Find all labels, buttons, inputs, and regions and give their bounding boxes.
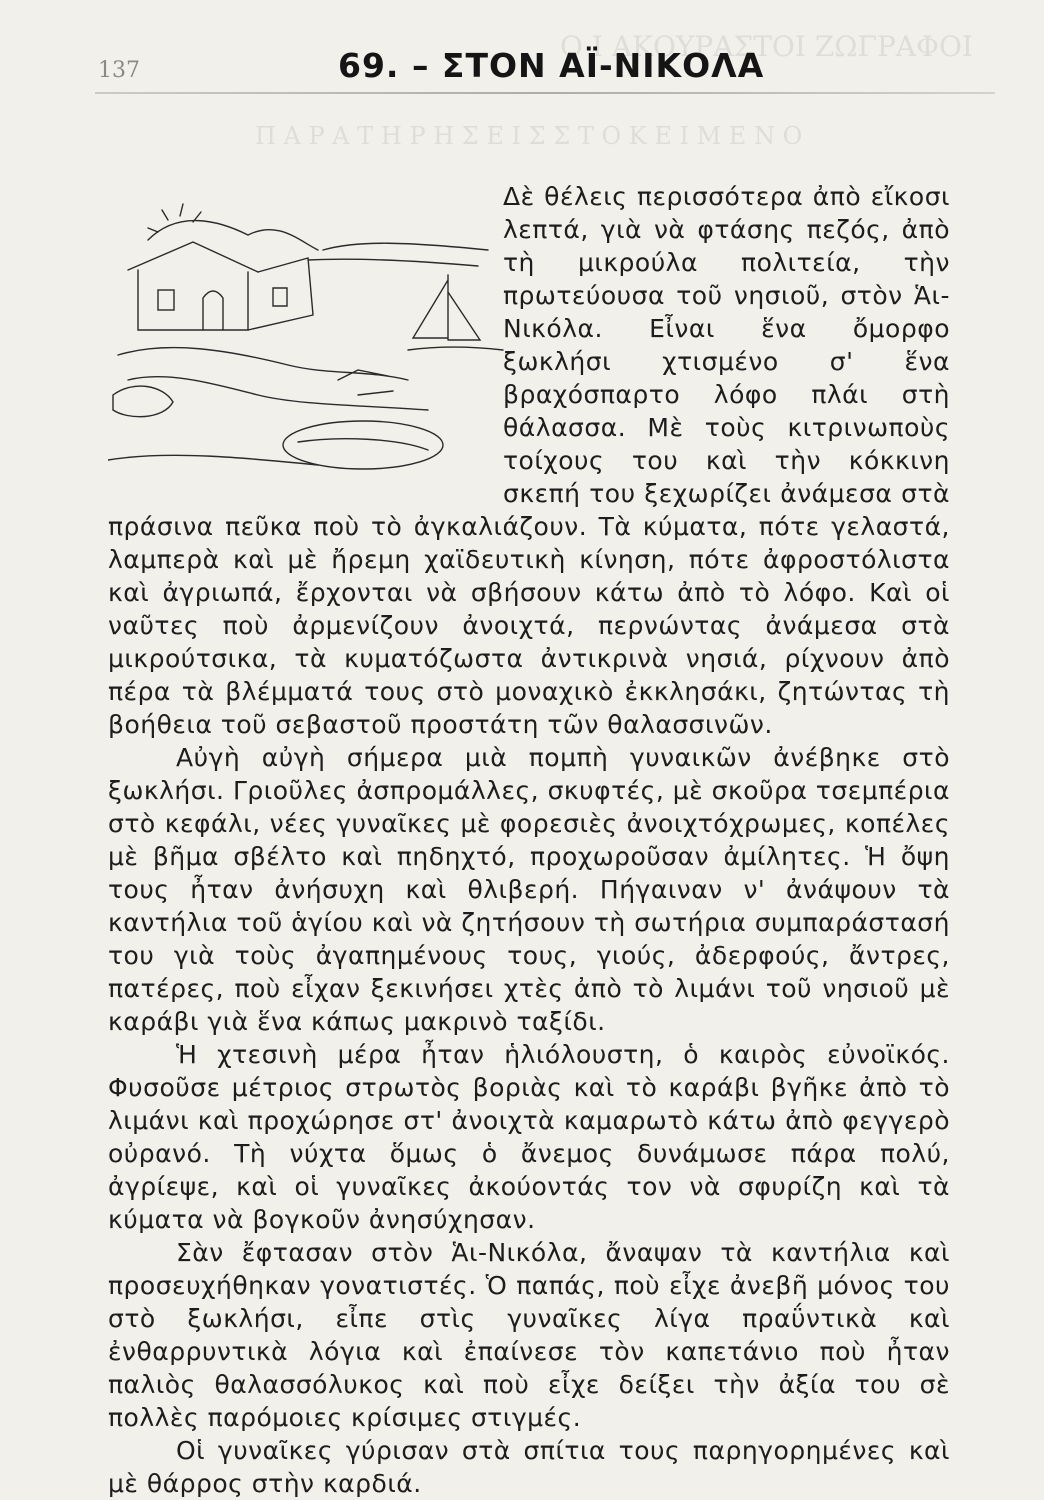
header-rule <box>95 92 995 94</box>
paragraph-2: Αὐγὴ αὐγὴ σήμερα μιὰ πομπὴ γυναικῶν ἀνέβηκε στὸ ξωκλήσι. Γριοῦλες ἀσπρομάλλες, σκυφτές, μὲ σκοῦρα τσεμπέρια στὸ κεφάλι, νέες γυναῖκες μὲ φορεσιὲς ἀνοιχτόχρωμες, κοπέλες μὲ βῆμα σβέλτο καὶ πηδηχτό, προχωροῦσαν ἀμίλητες. Ἡ ὄψη τους ἦταν ἀνήσυχη καὶ θλιβερή. Πήγαιναν ν' ἀνάψουν τὰ καντήλια τοῦ ἁγίου καὶ νὰ ζητήσουν τὴ σωτήρια συμπαράστασή του γιὰ τοὺς ἀγαπημένους τους, γιούς, ἀδερφούς, ἄντρες, πατέρες, ποὺ εἶχαν ξεκινήσει χτὲς ἀπὸ τὸ λιμάνι τοῦ νησιοῦ μὲ καράβι γιὰ ἕνα κάπως μακρινὸ ταξίδι. <box>108 743 950 1036</box>
paragraph-1: Δὲ θέλεις περισσότερα ἀπὸ εἴκοσι λεπτά, γιὰ νὰ φτάσης πεζός, ἀπὸ τὴ μικρούλα πολιτεία, τὴν πρωτεύουσα τοῦ νησιοῦ, στὸν Ἁι-Νικόλα. Εἶναι ἕνα ὄμορφο ξωκλήσι χτισμένο σ' ἕνα βραχόσπαρτο λόφο πλάι στὴ θάλασσα. Μὲ τοὺς κιτρινωποὺς τοίχους του καὶ τὴν κόκκινη σκεπή του ξεχωρίζει ἀνάμεσα στὰ πράσινα πεῦκα ποὺ τὸ ἀγκαλιάζουν. Τὰ κύματα, πότε γελαστά, λαμπερὰ καὶ μὲ ἤρεμη χαϊδευτικὴ κίνηση, πότε ἀφροστόλιστα καὶ ἀγριωπά, ἔρχονται νὰ σβήσουν κάτω ἀπὸ τὸ λόφο. Καὶ οἱ ναῦτες ποὺ ἀρμενίζουν ἀνοιχτά, περνώντας ἀνάμεσα στὰ μικρούτσικα, τὰ κυματόζωστα ἀντικρινὰ νησιά, ρίχνουν ἀπὸ πέρα τὰ βλέμματά τους στὸ μοναχικὸ ἐκκλησάκι, ζητώντας τὴ βοήθεια τοῦ σεβαστοῦ προστάτη τῶν θαλασσινῶν. <box>108 182 950 739</box>
paragraph-3: Ἡ χτεσινὴ μέρα ἦταν ἡλιόλουστη, ὁ καιρὸς εὐνοϊκός. Φυσοῦσε μέτριος στρωτὸς βοριὰς καὶ τὸ καράβι βγῆκε ἀπὸ τὸ λιμάνι καὶ προχώρησε στ' ἀνοιχτὰ καμαρωτὸ κάτω ἀπὸ φεγγερὸ οὐρανό. Τὴ νύχτα ὅμως ὁ ἄνεμος δυνάμωσε πάρα πολύ, ἀγρίεψε, καὶ οἱ γυναῖκες ἀκούοντάς τον νὰ σφυρίζη καὶ τὰ κύματα νὰ βογκοῦν ἀνησύχησαν. <box>108 1040 950 1234</box>
article-body <box>108 180 950 1498</box>
bleed-through-subtitle: Π Α Ρ Α Τ Η Ρ Η Σ Ε Ι Σ Σ Τ Ο Κ Ε Ι Μ Ε Ν Ο <box>255 122 803 150</box>
paragraph-5: Οἱ γυναῖκες γύρισαν στὰ σπίτια τους παρηγορημένες καὶ μὲ θάρρος στὴν καρδιά. <box>108 1436 950 1498</box>
page-number: 137 <box>98 58 140 83</box>
bleed-through-header: Ο Ι ΑΚΟΥΡΑΣΤΟΙ ΖΩΓΡΑΦΟΙ <box>560 30 973 63</box>
paragraph-4: Σὰν ἔφτασαν στὸν Ἁι-Νικόλα, ἄναψαν τὰ καντήλια καὶ προσευχήθηκαν γονατιστές. Ὁ παπάς, ποὺ εἶχε ἀνεβῆ μόνος του στὸ ξωκλήσι, εἶπε στὶς γυναῖκες λίγα πραΰντικὰ καὶ ἐνθαρρυντικὰ λόγια καὶ ἐπαίνεσε τὸν καπετάνιο ποὺ ἦταν παλιὸς θαλασσόλυκος καὶ ποὺ εἶχε δείξει τὴν ἀξία του σὲ πολλὲς παρόμοιες κρίσιμες στιγμές. <box>108 1238 950 1432</box>
page-title: 69. – ΣΤΟΝ ΑΪ-ΝΙΚΟΛΑ <box>338 46 765 85</box>
illustration-wrap-space <box>108 180 503 500</box>
